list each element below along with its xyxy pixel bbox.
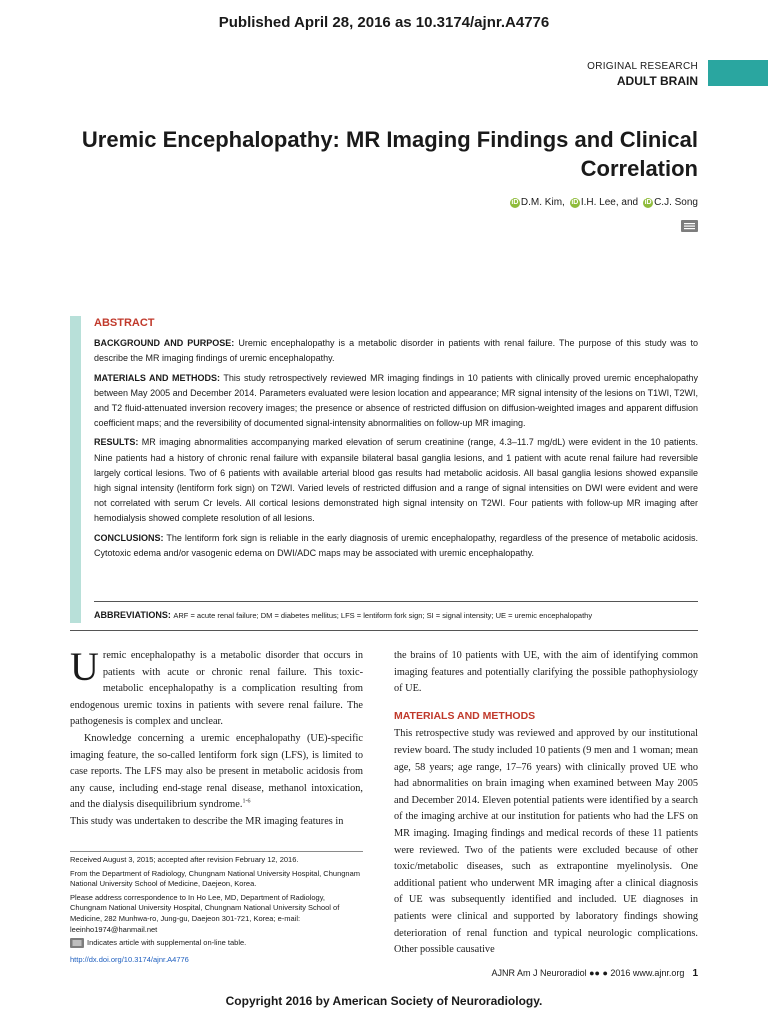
- correspondence-note: Please address correspondence to In Ho Lee, MD, Department of Radiology, Chungnam National University Hospital, Chungnam National University School of Medicine, 282 Munhwa-ro, Jung-gu, Daejeon 301-721, Korea; e-mail: leeinho1974@hanmail.net: [70, 892, 340, 934]
- body-paragraph: [70, 644, 363, 731]
- supplemental-text: Indicates article with supplemental on-line table.: [87, 938, 247, 948]
- abbreviations-label: ABBREVIATIONS:: [94, 610, 171, 620]
- reference-marker[interactable]: 1-6: [242, 798, 251, 805]
- divider: [70, 630, 698, 631]
- page-number: 1: [692, 968, 698, 979]
- author-name[interactable]: D.M. Kim,: [520, 197, 565, 208]
- subsection-label: ADULT BRAIN: [616, 74, 698, 88]
- body-paragraph: This retrospective study was reviewed and approved by our institutional review board. The study included 10 patients (9 men and 1 woman; mean age, 58 years; age range, 17–76 years) with clinically proved UE who had abnormalities on brain imaging when examined between May 2005 and December 2014. Eleven potential patients were identified by a search of the imaging archive at our institution for patients who had the LFS on MR imaging. Imaging findings and medical records of these 11 patients were reviewed. Two of the patients were excluded because of other toxic/metabolic diseases, such as extrapontine myelinolysis. One additional patient who underwent MR imaging after a clinical diagnosis of UE was subsequently identified and included. UE diagnoses in patients were clinical and supported by laboratory findings showing deterioration of renal function and typical neurologic complications. Other possible causative: [394, 728, 698, 956]
- abstract-background: [94, 336, 698, 366]
- doi-link[interactable]: http://dx.doi.org/10.3174/ajnr.A4776: [70, 954, 189, 964]
- received-note: Received August 3, 2015; accepted after revision February 12, 2016.: [70, 855, 299, 864]
- paragraph-text: This study was undertaken to describe the MR imaging features in: [70, 815, 344, 827]
- author-list: [505, 197, 698, 208]
- drop-cap: U: [70, 644, 99, 689]
- affiliation-note: From the Department of Radiology, Chungnam National University Hospital, Chungnam National University School of Medicine, Daejeon, Korea.: [70, 868, 360, 889]
- orcid-icon[interactable]: iD: [571, 198, 579, 206]
- abbreviations: [94, 610, 698, 620]
- body-right-column: [394, 648, 698, 959]
- section-label: ORIGINAL RESEARCH: [587, 61, 698, 72]
- accent-bar: [708, 60, 768, 86]
- body-paragraph: [70, 814, 363, 831]
- journal-footer: [492, 968, 698, 979]
- supplemental-icon[interactable]: [681, 220, 698, 232]
- divider: [94, 601, 698, 602]
- abstract-label: BACKGROUND AND PURPOSE:: [94, 338, 235, 349]
- supplemental-icon[interactable]: [70, 938, 84, 948]
- article-title: Uremic Encephalopathy: MR Imaging Findings and Clinical Correlation: [81, 127, 698, 181]
- copyright-line: Copyright 2016 by American Society of Neuroradiology.: [225, 994, 543, 1008]
- author-name[interactable]: C.J. Song: [654, 197, 698, 208]
- body-paragraph: the brains of 10 patients with UE, with the aim of identifying common imaging features and potentially clarifying the possible pathophysiology of UE.: [394, 650, 698, 695]
- paragraph-text: Knowledge concerning a uremic encephalopathy (UE)-specific imaging feature, the so-called lentiform fork sign (LFS), is limited to case reports. The LFS may also be present in metabolic acidosis from any cause, including end-stage renal disease, methanol intoxication, and the dialysis disequilibrium syndrome.: [70, 732, 363, 811]
- footnotes: [70, 855, 363, 968]
- abstract-side-bar: [70, 316, 81, 623]
- supplemental-note: [70, 938, 363, 949]
- body-paragraph: [70, 731, 363, 814]
- abstract: [94, 316, 698, 565]
- abstract-conclusions: [94, 531, 698, 561]
- published-line: Published April 28, 2016 as 10.3174/ajnr.A4776: [218, 14, 550, 31]
- abstract-label: CONCLUSIONS:: [94, 532, 164, 543]
- footnote-divider: [70, 851, 363, 852]
- methods-heading: MATERIALS AND METHODS: [394, 709, 536, 722]
- body-left-column: [70, 644, 363, 831]
- paragraph-text: remic encephalopathy is a metabolic disorder that occurs in patients with acute or chronic renal failure. This toxic-metabolic encephalopathy is a complication resulting from endogenous uremic toxins in patients with severe renal failure. The pathogenesis is complex and unclear.: [70, 650, 363, 728]
- abstract-text: The lentiform fork sign is reliable in the early diagnosis of uremic encephalopathy, regardless of the presence of metabolic acidosis. Cytotoxic edema and/or vasogenic edema on DWI/ADC maps may be associated with uremic encephalopathy.: [94, 532, 698, 558]
- abstract-methods: [94, 371, 698, 432]
- abstract-results: [94, 435, 698, 526]
- author-name[interactable]: I.H. Lee, and: [580, 197, 639, 208]
- abstract-text: This study retrospectively reviewed MR imaging findings in 10 patients with clinically proved uremic encephalopathy between May 2005 and December 2014. Parameters evaluated were lesion location and appearance; MR signal intensity of the lesions on T1WI, T2WI, and T2 fluid-attenuated inversion recovery images; the presence or absence of restricted diffusion on diffusion-weighted images and apparent diffusion coefficient maps; and the reversibility of documented signal-intensity abnormalities on follow-up MR imaging.: [94, 372, 698, 429]
- abstract-text: MR imaging abnormalities accompanying marked elevation of serum creatinine (range, 4.3–11.7 mg/dL) were evident in the 10 patients. Nine patients had a history of chronic renal failure with expansile bilateral basal ganglia lesions, and 1 patient with acute renal failure had reversible largely cortical lesions. Two of 6 patients with available arterial blood gas results had metabolic acidosis. All basal ganglia lesions showed expansile high signal intensity (lentiform fork sign) on T2WI. Varied levels of restricted diffusion and a range of signal intensities on DWI were evident and were not correlated with serum Cr levels. All cortical lesions demonstrated high signal intensity on T2WI. Four patients with follow-up MR imaging after hemodialysis showed complete resolution of all lesions.: [94, 437, 698, 524]
- abstract-text: Uremic encephalopathy is a metabolic disorder in patients with renal failure. The purpose of this study was to describe the MR imaging findings of uremic encephalopathy.: [94, 338, 698, 364]
- abstract-label: RESULTS:: [94, 437, 139, 448]
- abstract-label: MATERIALS AND METHODS:: [94, 372, 221, 383]
- journal-citation: AJNR Am J Neuroradiol ●● ● 2016 www.ajnr.org: [491, 968, 685, 978]
- orcid-icon[interactable]: iD: [511, 198, 519, 206]
- orcid-icon[interactable]: iD: [644, 198, 652, 206]
- abstract-heading: ABSTRACT: [94, 317, 155, 329]
- abbreviations-text: ARF = acute renal failure; DM = diabetes mellitus; LFS = lentiform fork sign; SI = signal intensity; UE = uremic encephalopathy: [173, 611, 593, 620]
